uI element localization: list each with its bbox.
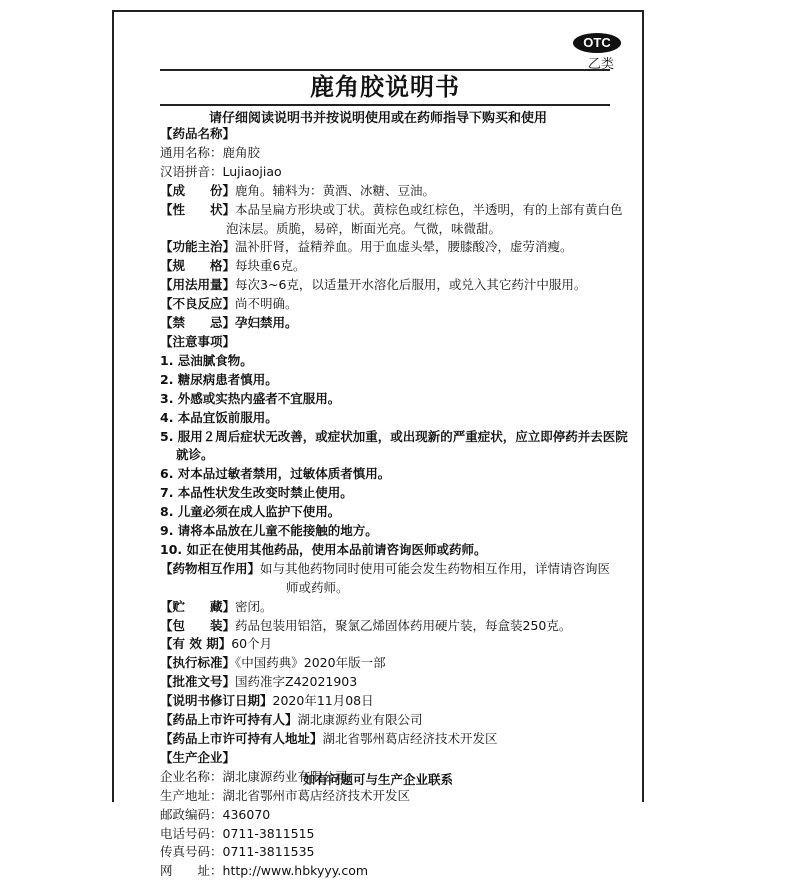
- precaution-item: 1. 忌油腻食物。: [160, 352, 253, 368]
- interactions-label: 【药物相互作用】: [160, 560, 261, 576]
- specification-row: [160, 257, 630, 276]
- interactions-value-line2: 师或药师。: [286, 579, 349, 595]
- contraindications-value: 孕妇禁用。: [235, 315, 298, 331]
- generic-name-value: 鹿角胶: [222, 144, 261, 160]
- interactions-row: [160, 560, 630, 579]
- dosage-row: [160, 276, 630, 295]
- otc-badge: OTC: [573, 33, 621, 53]
- precaution-item: 2. 糖尿病患者慎用。: [160, 371, 278, 387]
- indications-value: 温补肝肾，益精养血。用于血虚头晕，腰膝酸冷，虚劳消瘦。: [235, 239, 573, 255]
- properties-row: [160, 201, 630, 220]
- drug-name-header: 【药品名称】: [160, 126, 236, 141]
- package-label: 【包 装】: [160, 617, 236, 633]
- manufacturer-name-label: 企业名称：: [160, 768, 223, 784]
- precaution-item: 4. 本品宜饭前服用。: [160, 409, 278, 425]
- properties-value-line1: 本品呈扁方形块或丁状。黄棕色或红棕色，半透明，有的上部有黄白色: [235, 201, 623, 217]
- specification-label: 【规 格】: [160, 258, 236, 274]
- standard-value: 《中国药典》2020年版一部: [235, 655, 386, 671]
- mah-address-value: 湖北省鄂州葛店经济技术开发区: [322, 731, 498, 746]
- postcode-row: [160, 806, 630, 825]
- precaution-item: 9. 请将本品放在儿童不能接触的地方。: [160, 523, 378, 539]
- dosage-value: 每次3~6克，以适量开水溶化后服用，或兑入其它药汁中服用。: [235, 277, 587, 293]
- storage-value: 密闭。: [235, 598, 273, 614]
- subtitle: 请仔细阅读说明书并按说明使用或在药师指导下购买和使用: [208, 111, 547, 126]
- approval-row: [160, 673, 630, 692]
- fax-value: 0711-3811535: [222, 844, 315, 860]
- precaution-item-continued: 就诊。: [176, 447, 214, 463]
- validity-row: [160, 635, 630, 654]
- manufacturer-header: 【生产企业】: [160, 749, 236, 765]
- precaution-item: 6. 对本品过敏者禁用，过敏体质者慎用。: [160, 466, 391, 482]
- footer-note: 如有问题可与生产企业联系: [302, 772, 453, 787]
- package-value: 药品包装用铝箔，聚氯乙烯固体药用硬片装，每盒装250克。: [235, 617, 572, 633]
- revision-value: 2020年11月08日: [272, 693, 374, 709]
- generic-name-label: 通用名称：: [160, 144, 223, 160]
- storage-label: 【贮 藏】: [160, 598, 236, 614]
- contraindications-label: 【禁 忌】: [160, 315, 236, 331]
- properties-value-line2: 泡沫层。质脆，易碎，断面光亮。气微，味微甜。: [226, 220, 502, 236]
- precaution-item: 10. 如正在使用其他药品，使用本品前请咨询医师或药师。: [160, 541, 487, 557]
- manufacturer-address-row: [160, 787, 630, 806]
- standard-label: 【执行标准】: [160, 655, 236, 671]
- precaution-item: 5. 服用２周后症状无改善，或症状加重，或出现新的严重症状，应立即停药并去医院: [160, 428, 628, 444]
- indications-row: [160, 238, 630, 257]
- revision-row: [160, 692, 630, 711]
- approval-value: 国药准字Z42021903: [235, 674, 358, 690]
- website-value: http://www.hbkyyy.com: [222, 863, 369, 879]
- storage-row: [160, 598, 630, 617]
- mah-address-label: 【药品上市许可持有人地址】: [160, 731, 323, 746]
- otc-class-label: 乙类: [588, 57, 615, 72]
- pinyin-label: 汉语拼音：: [160, 163, 223, 179]
- pinyin-value: Lujiaojiao: [222, 163, 282, 179]
- phone-value: 0711-3811515: [222, 825, 315, 841]
- package-row: [160, 617, 630, 636]
- adverse-value: 尚不明确。: [235, 296, 298, 312]
- precautions-header: 【注意事项】: [160, 333, 236, 349]
- interactions-value-line1: 如与其他药物同时使用可能会发生药物相互作用，详情请咨询医: [260, 560, 611, 576]
- page-title: 鹿角胶说明书: [160, 69, 610, 106]
- precaution-item: 3. 外感或实热内盛者不宜服用。: [160, 390, 341, 406]
- adverse-label: 【不良反应】: [160, 296, 236, 312]
- ingredients-value: 鹿角。辅料为：黄酒、冰糖、豆油。: [235, 182, 436, 198]
- generic-name-row: [160, 144, 630, 163]
- phone-row: [160, 825, 630, 844]
- mah-label: 【药品上市许可持有人】: [160, 712, 298, 728]
- precaution-item: 8. 儿童必须在成人监护下使用。: [160, 504, 341, 520]
- properties-label: 【性 状】: [160, 201, 236, 217]
- postcode-value: 436070: [222, 806, 271, 822]
- contraindications-row: [160, 314, 630, 333]
- mah-value: 湖北康源药业有限公司: [297, 712, 423, 728]
- revision-label: 【说明书修订日期】: [160, 693, 273, 709]
- manufacturer-address-label: 生产地址：: [160, 787, 223, 803]
- pinyin-row: [160, 163, 630, 182]
- approval-label: 【批准文号】: [160, 674, 236, 690]
- adverse-row: [160, 295, 630, 314]
- fax-label: 传真号码：: [160, 844, 223, 860]
- phone-label: 电话号码：: [160, 825, 223, 841]
- mah-address-row: [160, 730, 630, 749]
- validity-label: 【有 效 期】: [160, 636, 232, 652]
- indications-label: 【功能主治】: [160, 239, 236, 255]
- precaution-item: 7. 本品性状发生改变时禁止使用。: [160, 485, 353, 501]
- website-row: [160, 862, 630, 881]
- ingredients-label: 【成 份】: [160, 182, 236, 198]
- leaflet-body: [160, 125, 630, 881]
- validity-value: 60个月: [231, 636, 273, 652]
- website-label: 网 址：: [160, 863, 223, 879]
- dosage-label: 【用法用量】: [160, 277, 236, 293]
- manufacturer-address-value: 湖北省鄂州市葛店经济技术开发区: [222, 787, 411, 803]
- mah-row: [160, 711, 630, 730]
- specification-value: 每块重6克。: [235, 258, 306, 274]
- ingredients-row: [160, 182, 630, 201]
- fax-row: [160, 843, 630, 862]
- manufacturer-name-value: 湖北康源药业有限公司: [222, 768, 348, 784]
- postcode-label: 邮政编码：: [160, 806, 223, 822]
- standard-row: [160, 654, 630, 673]
